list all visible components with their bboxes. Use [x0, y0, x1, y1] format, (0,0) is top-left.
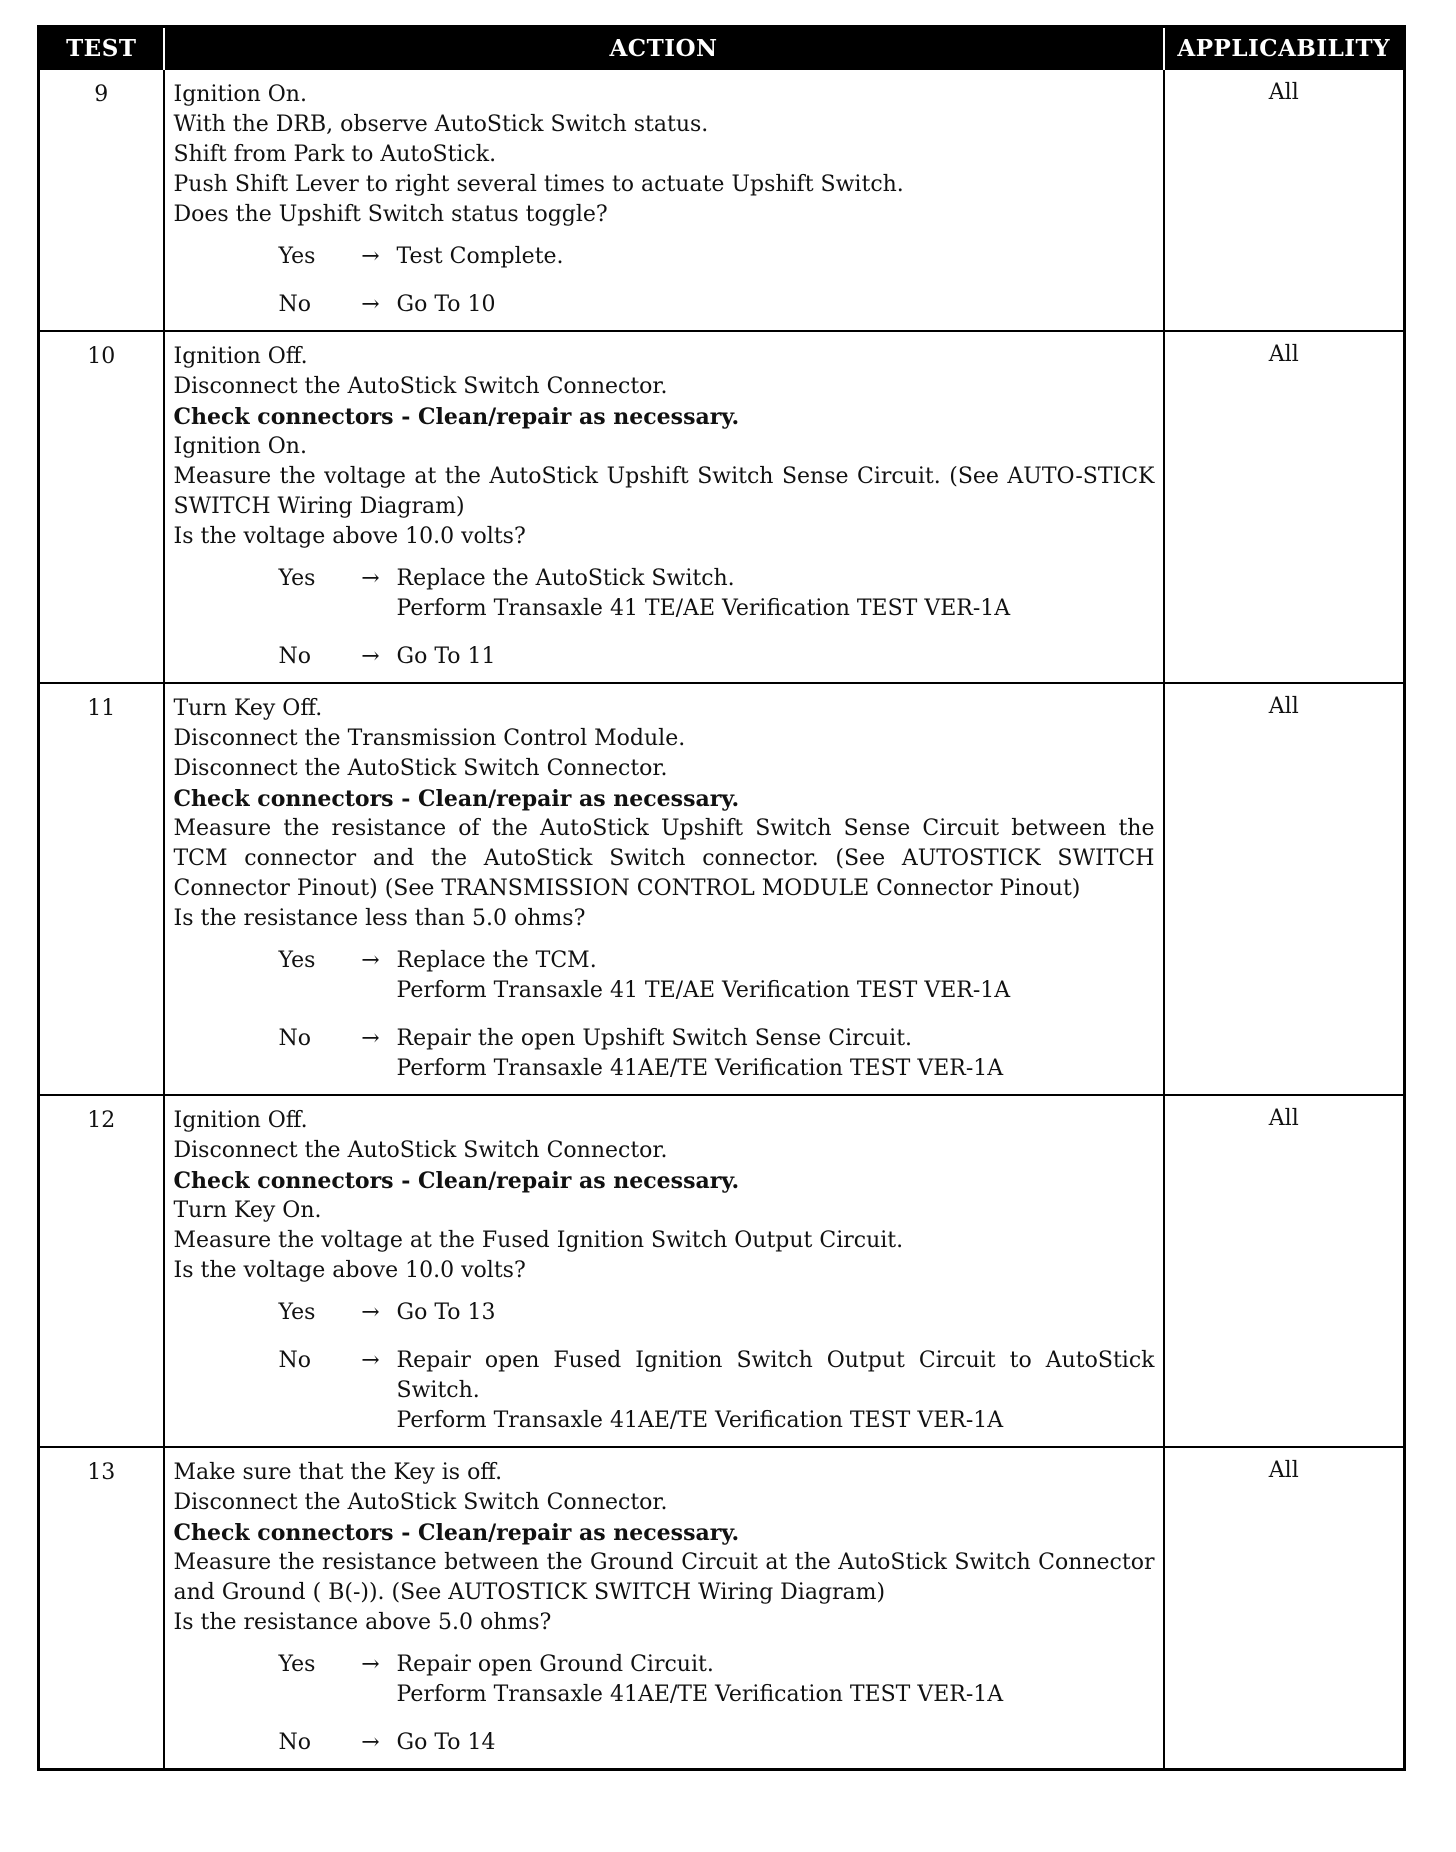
test-applicability: All	[1164, 69, 1405, 331]
action-step: Disconnect the Transmission Control Module.	[173, 726, 686, 751]
outcome-result	[397, 1650, 1155, 1710]
action-step: Ignition On.	[173, 82, 307, 107]
outcome-result-line: Go To 14	[396, 1730, 496, 1755]
header-action: ACTION	[164, 27, 1164, 70]
outcome-list	[174, 1298, 1155, 1436]
right-arrow-icon: →	[361, 1026, 380, 1051]
action-step: Is the resistance above 5.0 ohms?	[173, 1610, 552, 1635]
header-applicability: APPLICABILITY	[1164, 27, 1405, 70]
test-applicability: All	[1164, 1447, 1405, 1770]
outcome-result-line: Go To 11	[396, 644, 496, 669]
action-step: Measure the voltage at the Fused Ignition Switch Output Circuit.	[173, 1228, 904, 1253]
outcome-result-line: Perform Transaxle 41 TE/AE Verification TEST VER-1A	[396, 596, 1011, 621]
test-action	[164, 1095, 1164, 1447]
outcome-result-line: Perform Transaxle 41AE/TE Verification TEST VER-1A	[396, 1408, 1004, 1433]
outcome-list	[174, 242, 1155, 320]
outcome-result-line: Repair the open Upshift Switch Sense Circuit.	[396, 1026, 913, 1051]
right-arrow-icon: →	[361, 644, 380, 669]
action-step: Is the voltage above 10.0 volts?	[173, 1258, 526, 1283]
test-number: 12	[39, 1095, 164, 1447]
action-step: Disconnect the AutoStick Switch Connector.	[173, 756, 668, 781]
outcome-list	[174, 1650, 1155, 1758]
outcome-result	[397, 1728, 1155, 1758]
outcome-answer: No	[278, 1348, 311, 1373]
action-step-bold: Check connectors - Clean/repair as necessary.	[173, 786, 740, 812]
test-applicability: All	[1164, 683, 1405, 1095]
action-step: Measure the voltage at the AutoStick Upshift Switch Sense Circuit. (See AUTO-STICK SWITCH Wiring Diagram)	[173, 464, 1155, 519]
outcome-row	[174, 1650, 1155, 1710]
right-arrow-icon: →	[361, 1300, 380, 1325]
outcome-row	[174, 1024, 1155, 1084]
outcome-result-line: Go To 10	[396, 292, 496, 317]
outcome-answer: Yes	[278, 244, 316, 269]
outcome-row	[174, 1346, 1155, 1436]
right-arrow-icon: →	[361, 292, 380, 317]
outcome-row	[174, 1298, 1155, 1328]
action-step-bold: Check connectors - Clean/repair as necessary.	[173, 1520, 740, 1546]
action-step: Disconnect the AutoStick Switch Connector.	[173, 1138, 668, 1163]
right-arrow-icon: →	[361, 948, 380, 973]
header-test: TEST	[39, 27, 164, 70]
outcome-result	[397, 242, 1155, 272]
table-body	[39, 69, 1405, 1770]
action-step: Does the Upshift Switch status toggle?	[173, 202, 608, 227]
test-action	[164, 69, 1164, 331]
right-arrow-icon: →	[361, 1730, 380, 1755]
outcome-answer: No	[278, 1730, 311, 1755]
action-step: Ignition On.	[173, 434, 307, 459]
outcome-row	[174, 290, 1155, 320]
table-row	[39, 1447, 1405, 1770]
outcome-answer: No	[278, 292, 311, 317]
outcome-result	[397, 946, 1155, 1006]
action-step: Measure the resistance between the Ground Circuit at the AutoStick Switch Connector and Ground ( B(-)). (See AUTOSTICK SWITCH Wiring Diagram)	[173, 1550, 1155, 1605]
action-step: Is the resistance less than 5.0 ohms?	[173, 906, 586, 931]
action-step: Turn Key Off.	[173, 696, 323, 721]
action-step-bold: Check connectors - Clean/repair as necessary.	[173, 404, 740, 430]
outcome-list	[174, 946, 1155, 1084]
table-header-row	[39, 27, 1405, 70]
outcome-result-line: Perform Transaxle 41 TE/AE Verification TEST VER-1A	[396, 978, 1011, 1003]
action-step: Measure the resistance of the AutoStick Upshift Switch Sense Circuit between the TCM connector and the AutoStick Switch connector. (See AUTOSTICK SWITCH Connector Pinout) (See TRANSMISSION CONTROL MODULE Connector Pinout)	[173, 816, 1155, 901]
test-number: 11	[39, 683, 164, 1095]
table-row	[39, 683, 1405, 1095]
outcome-row	[174, 642, 1155, 672]
test-applicability: All	[1164, 331, 1405, 683]
outcome-answer: Yes	[278, 1300, 316, 1325]
outcome-result-line: Repair open Fused Ignition Switch Output Circuit to AutoStick Switch.	[396, 1348, 1155, 1403]
outcome-row	[174, 946, 1155, 1006]
table-row	[39, 1095, 1405, 1447]
outcome-result-line: Perform Transaxle 41AE/TE Verification TEST VER-1A	[396, 1682, 1004, 1707]
outcome-result-line: Replace the TCM.	[396, 948, 597, 973]
action-step: Make sure that the Key is off.	[173, 1460, 503, 1485]
right-arrow-icon: →	[361, 1652, 380, 1677]
diagnostic-test-table	[37, 25, 1406, 1771]
action-step: Shift from Park to AutoStick.	[173, 142, 497, 167]
outcome-result	[397, 642, 1155, 672]
outcome-result	[397, 1298, 1155, 1328]
outcome-result	[397, 1024, 1155, 1084]
test-number: 9	[39, 69, 164, 331]
outcome-result-line: Test Complete.	[396, 244, 564, 269]
outcome-answer: No	[278, 644, 311, 669]
outcome-result	[397, 564, 1155, 624]
action-step: Turn Key On.	[173, 1198, 322, 1223]
test-number: 10	[39, 331, 164, 683]
outcome-row	[174, 242, 1155, 272]
outcome-row	[174, 1728, 1155, 1758]
right-arrow-icon: →	[361, 1348, 380, 1373]
outcome-result-line: Replace the AutoStick Switch.	[396, 566, 735, 591]
action-step: With the DRB, observe AutoStick Switch status.	[173, 112, 709, 137]
outcome-row	[174, 564, 1155, 624]
action-step-bold: Check connectors - Clean/repair as necessary.	[173, 1168, 740, 1194]
outcome-answer: No	[278, 1026, 311, 1051]
test-action	[164, 331, 1164, 683]
action-step: Disconnect the AutoStick Switch Connector.	[173, 1490, 668, 1515]
action-step: Is the voltage above 10.0 volts?	[173, 524, 526, 549]
action-step: Push Shift Lever to right several times to actuate Upshift Switch.	[173, 172, 904, 197]
action-step: Disconnect the AutoStick Switch Connector.	[173, 374, 668, 399]
outcome-result-line: Repair open Ground Circuit.	[396, 1652, 714, 1677]
test-action	[164, 1447, 1164, 1770]
test-action	[164, 683, 1164, 1095]
test-number: 13	[39, 1447, 164, 1770]
outcome-result-line: Perform Transaxle 41AE/TE Verification TEST VER-1A	[396, 1056, 1004, 1081]
outcome-answer: Yes	[278, 948, 316, 973]
action-step: Ignition Off.	[173, 1108, 308, 1133]
diagnostic-page	[37, 25, 1403, 1771]
table-row	[39, 69, 1405, 331]
outcome-answer: Yes	[278, 1652, 316, 1677]
outcome-result-line: Go To 13	[396, 1300, 496, 1325]
table-row	[39, 331, 1405, 683]
outcome-list	[174, 564, 1155, 672]
right-arrow-icon: →	[361, 244, 380, 269]
right-arrow-icon: →	[361, 566, 380, 591]
test-applicability: All	[1164, 1095, 1405, 1447]
outcome-result	[397, 1346, 1155, 1436]
outcome-answer: Yes	[278, 566, 316, 591]
outcome-result	[397, 290, 1155, 320]
action-step: Ignition Off.	[173, 344, 308, 369]
